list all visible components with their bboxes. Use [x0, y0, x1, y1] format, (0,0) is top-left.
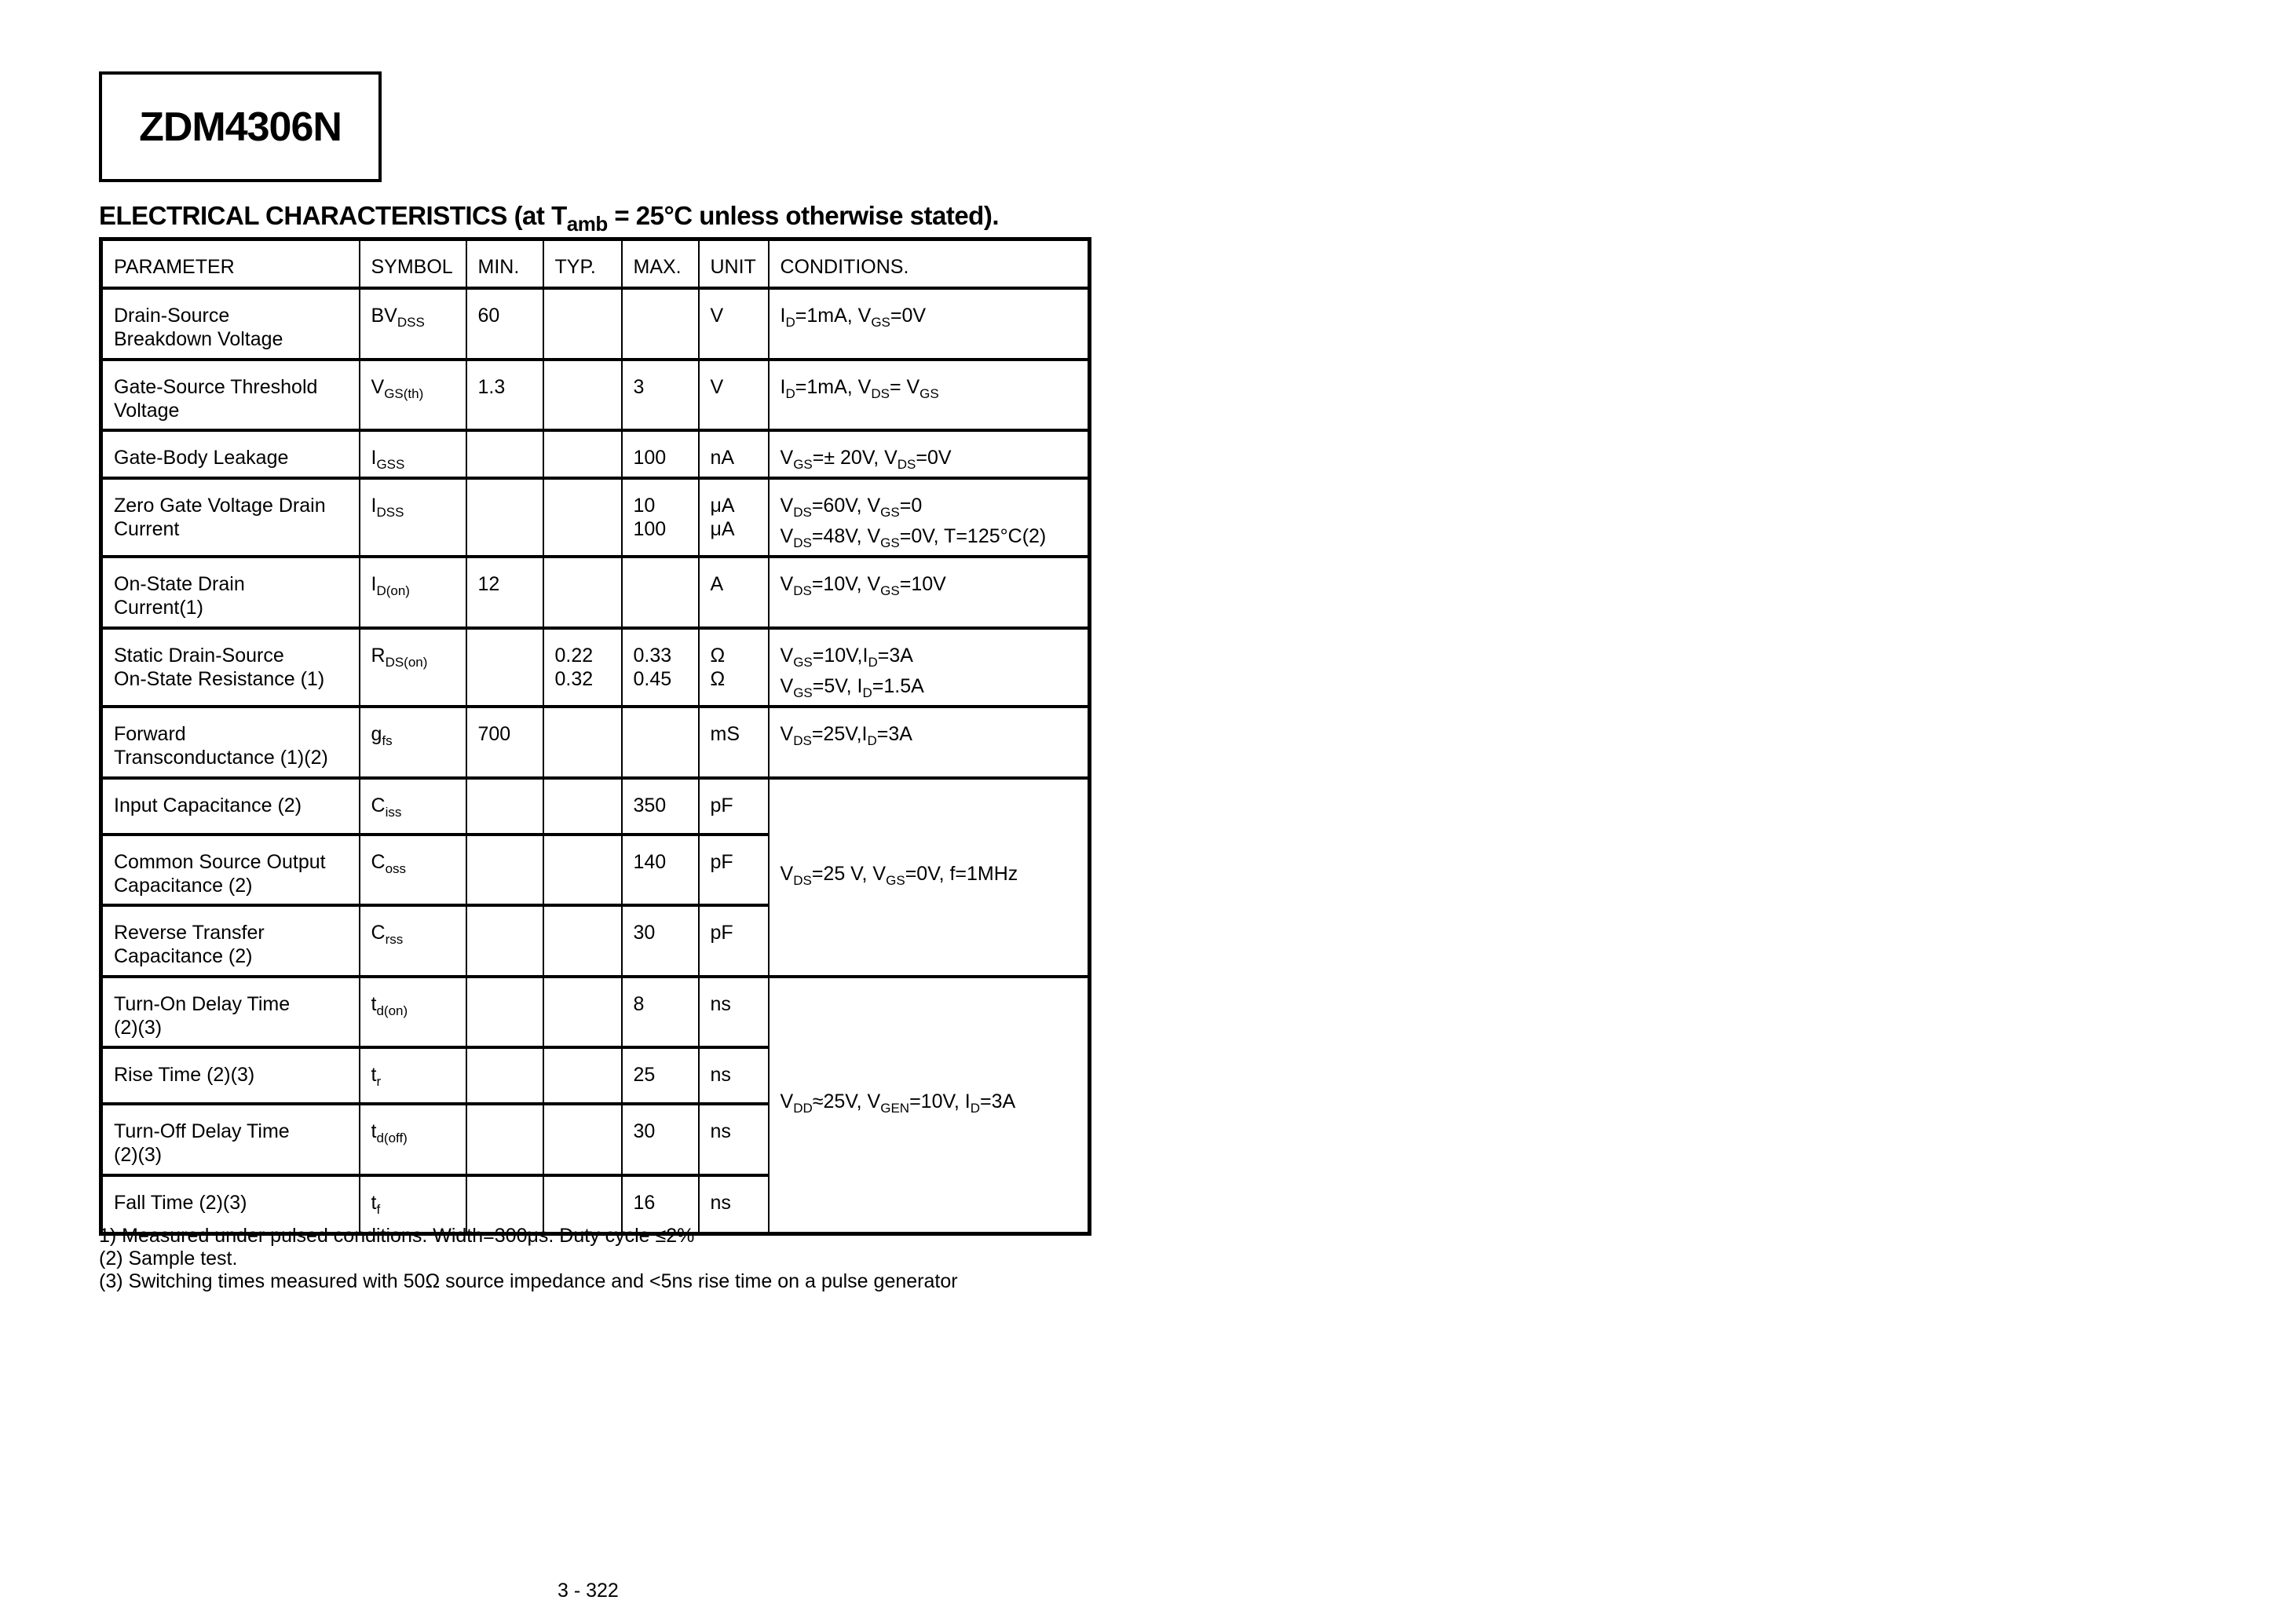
max-value: 16 — [633, 1191, 656, 1214]
max-value-cell — [622, 288, 699, 360]
unit-cell — [699, 478, 769, 557]
text: C — [371, 921, 386, 944]
text: I — [371, 446, 377, 469]
parameter: Input Capacitance (2) — [114, 794, 302, 816]
subscript: GS — [880, 583, 900, 598]
text: =25V,I — [811, 722, 868, 745]
text: =3A — [876, 722, 912, 745]
conditions-cell — [769, 478, 1090, 557]
symbol-cell — [360, 628, 466, 707]
text: t — [371, 1120, 377, 1142]
unit: pF — [710, 921, 733, 944]
max-value-cell — [622, 478, 699, 557]
text: V — [780, 644, 794, 667]
text: =0V — [916, 446, 952, 469]
symbol-cell — [360, 905, 466, 977]
subscript: oss — [385, 860, 407, 876]
text: V — [780, 722, 794, 745]
text: V — [780, 446, 794, 469]
min-value: 1.3 — [477, 375, 506, 398]
subscript: DSS — [397, 314, 425, 330]
text: t — [371, 992, 377, 1015]
conditions-cell — [769, 430, 1090, 478]
parameter-cell — [101, 977, 360, 1047]
typ-value-cell — [543, 835, 622, 905]
typ-value-cell — [543, 977, 622, 1047]
footnote: 1) Measured under pulsed conditions. Width=300μs. Duty cycle ≤2% — [99, 1225, 695, 1247]
parameter: Transconductance (1)(2) — [114, 746, 328, 769]
unit: μA — [710, 494, 735, 517]
typ-value-cell — [543, 628, 622, 707]
min-value: 12 — [477, 572, 500, 595]
subscript: rss — [385, 931, 404, 947]
text: V — [780, 524, 794, 547]
max-value-cell — [622, 905, 699, 977]
condition-line — [781, 722, 1088, 753]
conditions-cell — [769, 557, 1090, 628]
subscript: GS(th) — [384, 385, 424, 401]
parameter: Forward — [114, 722, 186, 745]
unit: ns — [710, 992, 731, 1015]
text: =10V, I — [909, 1090, 971, 1112]
parameter-cell — [101, 288, 360, 360]
min-value-cell — [466, 905, 543, 977]
unit-cell — [699, 778, 769, 835]
condition-line — [781, 572, 1088, 603]
text: =25 V, V — [811, 862, 887, 885]
symbol-cell — [360, 778, 466, 835]
text: t — [371, 1063, 377, 1086]
text: =10V — [899, 572, 946, 595]
parameter-cell — [101, 1104, 360, 1175]
subscript: GS — [886, 872, 905, 888]
column-header: SYMBOL — [360, 239, 466, 288]
column-header: TYP. — [543, 239, 622, 288]
typ-value-cell — [543, 288, 622, 360]
subscript: GS — [793, 685, 813, 700]
unit-cell — [699, 628, 769, 707]
subscript: DS — [793, 583, 812, 598]
subscript: DS — [871, 385, 890, 401]
column-header: UNIT — [699, 239, 769, 288]
parameter: Common Source Output — [114, 850, 326, 873]
text: R — [371, 644, 386, 667]
table-row — [101, 478, 1090, 557]
subscript: GS — [793, 654, 813, 670]
subscript: GS — [871, 314, 890, 330]
unit-cell — [699, 288, 769, 360]
min-value: 700 — [477, 722, 511, 745]
max-value-cell — [622, 430, 699, 478]
symbol-cell — [360, 360, 466, 430]
parameter: Rise Time (2)(3) — [114, 1063, 255, 1086]
typ-value-cell — [543, 1104, 622, 1175]
typ-value: 0.22 — [554, 644, 594, 667]
parameter: Reverse Transfer — [114, 921, 265, 944]
subscript: r — [376, 1073, 382, 1089]
table-row — [101, 557, 1090, 628]
symbol-cell — [360, 1047, 466, 1104]
parameter: Current(1) — [114, 596, 203, 619]
parameter-cell — [101, 778, 360, 835]
subscript: DD — [793, 1100, 813, 1116]
text: = V — [889, 375, 920, 398]
unit: μA — [710, 517, 735, 540]
column-header: CONDITIONS. — [769, 239, 1090, 288]
footnote: (3) Switching times measured with 50Ω source impedance and <5ns rise time on a pulse generator — [99, 1270, 958, 1292]
text: =48V, V — [811, 524, 881, 547]
text: =5V, I — [812, 674, 863, 697]
max-value-cell — [622, 977, 699, 1047]
text: V — [371, 375, 385, 398]
text: I — [371, 494, 377, 517]
text: =0V, f=1MHz — [905, 862, 1018, 885]
max-value: 8 — [633, 992, 645, 1015]
unit-cell — [699, 707, 769, 778]
parameter: Gate-Body Leakage — [114, 446, 289, 469]
table-row — [101, 430, 1090, 478]
condition-line — [781, 304, 1088, 334]
parameter: Capacitance (2) — [114, 874, 253, 897]
text: =± 20V, V — [812, 446, 898, 469]
unit-cell — [699, 430, 769, 478]
parameter: On-State Drain — [114, 572, 245, 595]
symbol-cell — [360, 557, 466, 628]
subscript: D — [785, 385, 795, 401]
typ-value-cell — [543, 905, 622, 977]
max-value: 100 — [633, 517, 667, 540]
conditions-cell — [769, 707, 1090, 778]
unit-cell — [699, 835, 769, 905]
text: =0 — [899, 494, 923, 517]
max-value: 3 — [633, 375, 645, 398]
table-header-row — [101, 239, 1090, 288]
text: V — [780, 494, 794, 517]
parameter: Breakdown Voltage — [114, 327, 283, 350]
text: V — [780, 862, 794, 885]
condition-line — [781, 524, 1088, 555]
table-row — [101, 707, 1090, 778]
unit: V — [710, 375, 724, 398]
max-value: 140 — [633, 850, 667, 873]
subscript: D — [862, 685, 872, 700]
parameter: Fall Time (2)(3) — [114, 1191, 247, 1214]
table-row — [101, 360, 1090, 430]
parameter-cell — [101, 557, 360, 628]
conditions-cell — [769, 778, 1090, 977]
parameter-cell — [101, 360, 360, 430]
min-value-cell — [466, 557, 543, 628]
subscript: d(off) — [376, 1130, 408, 1145]
parameter: On-State Resistance (1) — [114, 667, 325, 690]
heading-text: ELECTRICAL CHARACTERISTICS (at T — [99, 201, 567, 230]
max-value-cell — [622, 1047, 699, 1104]
min-value-cell — [466, 478, 543, 557]
text: =3A — [877, 644, 913, 667]
subscript: DS — [793, 872, 812, 888]
condition-line — [781, 644, 1088, 674]
unit: ns — [710, 1120, 731, 1142]
max-value: 30 — [633, 1120, 656, 1142]
subscript: GEN — [880, 1100, 910, 1116]
condition-line — [781, 862, 1088, 893]
subscript: D(on) — [376, 583, 410, 598]
typ-value-cell — [543, 557, 622, 628]
table-row — [101, 778, 1090, 835]
unit: ns — [710, 1063, 731, 1086]
heading-text-end: = 25°C unless otherwise stated). — [607, 201, 999, 230]
symbol-cell — [360, 835, 466, 905]
max-value: 10 — [633, 494, 656, 517]
unit: ns — [710, 1191, 731, 1214]
subscript: GSS — [376, 456, 405, 472]
text: V — [780, 572, 794, 595]
subscript: GS — [880, 504, 900, 520]
min-value-cell — [466, 707, 543, 778]
text: =0V, T=125°C(2) — [899, 524, 1047, 547]
footnotes — [99, 1225, 958, 1293]
parameter-cell — [101, 478, 360, 557]
unit-cell — [699, 1047, 769, 1104]
parameter-cell — [101, 628, 360, 707]
conditions-cell — [769, 360, 1090, 430]
unit: pF — [710, 850, 733, 873]
table-row — [101, 288, 1090, 360]
min-value-cell — [466, 628, 543, 707]
max-value-cell — [622, 628, 699, 707]
condition-line — [781, 494, 1088, 524]
symbol-cell — [360, 430, 466, 478]
max-value: 25 — [633, 1063, 656, 1086]
text: V — [780, 674, 794, 697]
subscript: GS — [880, 535, 900, 550]
conditions-cell — [769, 628, 1090, 707]
unit: nA — [710, 446, 735, 469]
max-value-cell — [622, 778, 699, 835]
min-value-cell — [466, 1047, 543, 1104]
condition-line — [781, 375, 1088, 406]
min-value-cell — [466, 1104, 543, 1175]
text: t — [371, 1191, 377, 1214]
min-value-cell — [466, 835, 543, 905]
subscript: d(on) — [376, 1003, 408, 1018]
subscript: D — [868, 654, 878, 670]
conditions-cell — [769, 977, 1090, 1234]
max-value: 30 — [633, 921, 656, 944]
subscript: DS — [793, 535, 812, 550]
parameter-cell — [101, 430, 360, 478]
parameter-cell — [101, 835, 360, 905]
text: =3A — [979, 1090, 1016, 1112]
symbol-cell — [360, 288, 466, 360]
typ-value-cell — [543, 1047, 622, 1104]
max-value-cell — [622, 707, 699, 778]
max-value-cell — [622, 1104, 699, 1175]
max-value-cell — [622, 835, 699, 905]
text: =1mA, V — [795, 375, 872, 398]
unit-cell — [699, 557, 769, 628]
typ-value-cell — [543, 707, 622, 778]
subscript: GS — [793, 456, 813, 472]
unit-cell — [699, 1104, 769, 1175]
subscript: DS(on) — [385, 654, 428, 670]
text: BV — [371, 304, 397, 327]
max-value: 350 — [633, 794, 667, 816]
min-value-cell — [466, 778, 543, 835]
max-value-cell — [622, 360, 699, 430]
text: ≈25V, V — [812, 1090, 881, 1112]
text: =60V, V — [811, 494, 881, 517]
subscript: f — [376, 1201, 381, 1217]
max-value: 0.45 — [633, 667, 672, 690]
table-row — [101, 977, 1090, 1047]
electrical-characteristics-table — [99, 237, 1091, 1236]
part-number-title: ZDM4306N — [139, 104, 342, 150]
parameter: Zero Gate Voltage Drain — [114, 494, 326, 517]
parameter-cell — [101, 1047, 360, 1104]
subscript: fs — [382, 732, 393, 748]
unit-cell — [699, 360, 769, 430]
column-header: PARAMETER — [101, 239, 360, 288]
parameter: (2)(3) — [114, 1016, 163, 1039]
unit: Ω — [710, 667, 726, 690]
unit: pF — [710, 794, 733, 816]
section-heading — [99, 201, 999, 236]
subscript: D — [785, 314, 795, 330]
table-row — [101, 628, 1090, 707]
typ-value: 0.32 — [554, 667, 594, 690]
parameter-cell — [101, 905, 360, 977]
column-header: MIN. — [466, 239, 543, 288]
subscript: iss — [385, 804, 402, 820]
heading-subscript: amb — [566, 212, 608, 236]
unit-cell — [699, 977, 769, 1047]
subscript: GS — [919, 385, 939, 401]
unit-cell — [699, 905, 769, 977]
max-value-cell — [622, 557, 699, 628]
subscript: DS — [897, 456, 916, 472]
condition-line — [781, 1090, 1088, 1120]
text: I — [780, 375, 786, 398]
symbol-cell — [360, 707, 466, 778]
parameter: Turn-On Delay Time — [114, 992, 291, 1015]
subscript: DSS — [376, 504, 404, 520]
subscript: DS — [793, 504, 812, 520]
max-value: 0.33 — [633, 644, 672, 667]
text: =0V — [890, 304, 927, 327]
unit: mS — [710, 722, 740, 745]
min-value-cell — [466, 430, 543, 478]
footnote: (2) Sample test. — [99, 1248, 238, 1269]
unit: V — [710, 304, 724, 327]
text: C — [371, 850, 386, 873]
subscript: DS — [793, 732, 812, 748]
parameter: Gate-Source Threshold — [114, 375, 318, 398]
text: =1mA, V — [795, 304, 872, 327]
conditions-cell — [769, 288, 1090, 360]
text: I — [780, 304, 786, 327]
typ-value-cell — [543, 360, 622, 430]
unit: A — [710, 572, 724, 595]
typ-value-cell — [543, 778, 622, 835]
text: I — [371, 572, 377, 595]
parameter: Voltage — [114, 399, 180, 422]
part-number-box — [99, 71, 382, 182]
text: =10V, V — [811, 572, 881, 595]
condition-line — [781, 674, 1088, 705]
parameter: Current — [114, 517, 180, 540]
max-value: 100 — [633, 446, 667, 469]
parameter: Static Drain-Source — [114, 644, 284, 667]
parameter: Turn-Off Delay Time — [114, 1120, 290, 1142]
symbol-cell — [360, 977, 466, 1047]
min-value: 60 — [477, 304, 500, 327]
text: C — [371, 794, 386, 816]
text: g — [371, 722, 382, 745]
min-value-cell — [466, 977, 543, 1047]
text: =1.5A — [872, 674, 924, 697]
typ-value-cell — [543, 478, 622, 557]
subscript: D — [867, 732, 877, 748]
text: V — [780, 1090, 794, 1112]
page-number: 3 - 322 — [558, 1580, 619, 1602]
text: =10V,I — [812, 644, 868, 667]
column-header: MAX. — [622, 239, 699, 288]
subscript: D — [970, 1100, 980, 1116]
unit: Ω — [710, 644, 726, 667]
parameter: (2)(3) — [114, 1143, 163, 1166]
symbol-cell — [360, 1104, 466, 1175]
min-value-cell — [466, 288, 543, 360]
min-value-cell — [466, 360, 543, 430]
condition-line — [781, 446, 1088, 477]
parameter: Capacitance (2) — [114, 944, 253, 967]
parameter-cell — [101, 707, 360, 778]
symbol-cell — [360, 478, 466, 557]
parameter: Drain-Source — [114, 304, 230, 327]
typ-value-cell — [543, 430, 622, 478]
